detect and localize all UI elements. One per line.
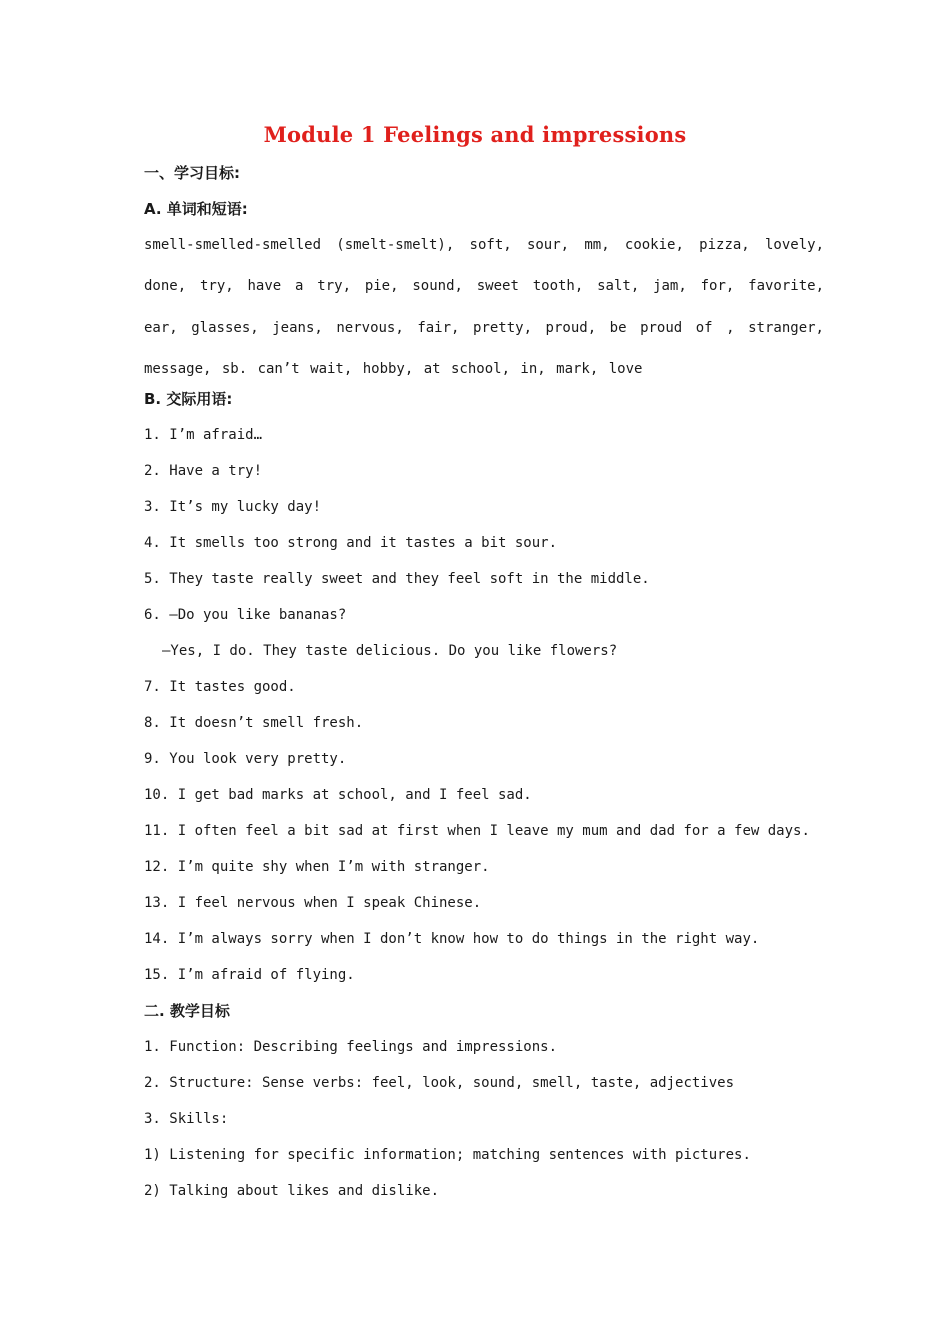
expression-line: 2. Have a try! <box>144 463 263 480</box>
part-b-heading: B. 交际用语: <box>144 390 233 409</box>
objective-line: 1. Function: Describing feelings and impressions. <box>144 1039 558 1056</box>
expression-line: 8. It doesn’t smell fresh. <box>144 715 364 732</box>
objective-line: 3. Skills: <box>144 1111 229 1128</box>
expression-line: 1. I’m afraid… <box>144 427 263 444</box>
expression-line: 13. I feel nervous when I speak Chinese. <box>144 895 482 912</box>
expression-line: 5. They taste really sweet and they feel soft in the middle. <box>144 571 650 588</box>
expression-line: 9. You look very pretty. <box>144 751 347 768</box>
document-body <box>144 162 824 1216</box>
document-title: Module 1 Feelings and impressions <box>263 122 687 147</box>
vocabulary-paragraph: smell-smelled-smelled (smelt-smelt), soft, sour, mm, cookie, pizza, lovely, done, try, have a try, pie, sound, sweet tooth, salt, jam, for, favorite, ear, glasses, jeans, nervous, fair, pretty, proud, be proud of , stranger, message, sb. can’t wait, hobby, at school, in, mark, love <box>144 237 824 377</box>
expression-line-reply: —Yes, I do. They taste delicious. Do you like flowers? <box>162 643 618 660</box>
expression-line: 6. —Do you like bananas? <box>144 607 347 624</box>
objective-line: 2) Talking about likes and dislike. <box>144 1183 440 1200</box>
part-a-heading: A. 单词和短语: <box>144 200 248 218</box>
expression-line: 11. I often feel a bit sad at first when I leave my mum and dad for a few days. <box>144 823 810 840</box>
objective-line: 1) Listening for specific information; matching sentences with pictures. <box>144 1147 751 1164</box>
expression-line: 3. It’s my lucky day! <box>144 499 322 516</box>
expression-line: 15. I’m afraid of flying. <box>144 967 355 984</box>
expression-line: 10. I get bad marks at school, and I feel sad. <box>144 787 532 804</box>
expression-line: 12. I’m quite shy when I’m with stranger. <box>144 859 490 876</box>
expression-line: 4. It smells too strong and it tastes a bit sour. <box>144 535 558 552</box>
expression-line: 14. I’m always sorry when I don’t know how to do things in the right way. <box>144 931 760 948</box>
expression-line: 7. It tastes good. <box>144 679 296 696</box>
section-heading-learning-goals: 一、学习目标: <box>144 164 240 182</box>
objective-line: 2. Structure: Sense verbs: feel, look, sound, smell, taste, adjectives <box>144 1075 735 1092</box>
section-heading-teaching-goals: 二. 教学目标 <box>144 1002 230 1021</box>
